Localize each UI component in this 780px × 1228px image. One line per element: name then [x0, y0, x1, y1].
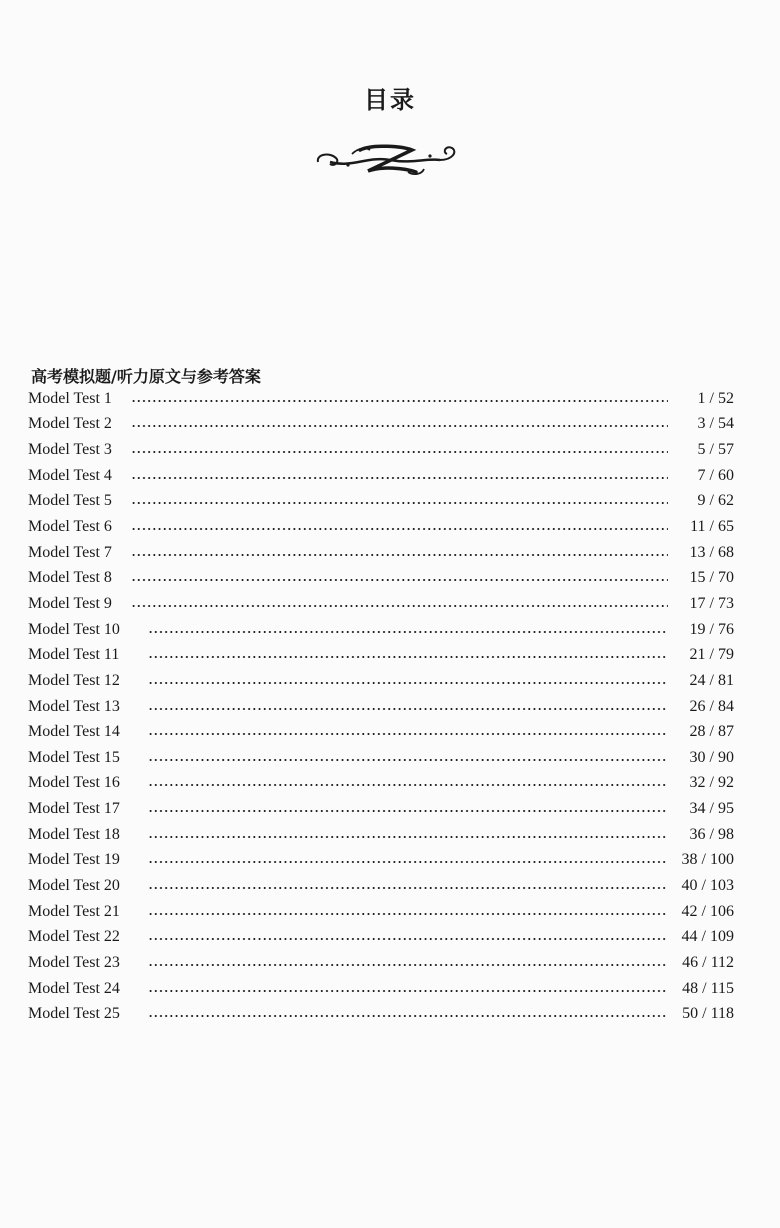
- toc-entry-label: Model Test 22: [28, 928, 120, 946]
- toc-entry-label: Model Test 20: [28, 876, 120, 894]
- toc-entry[interactable]: [28, 1001, 734, 1027]
- toc-entry-label: Model Test 14: [28, 723, 120, 741]
- toc-entry[interactable]: [28, 848, 734, 874]
- dot-leader: [148, 938, 668, 940]
- page-title: 目录: [364, 86, 416, 114]
- toc-entry[interactable]: [28, 873, 734, 899]
- toc-entry[interactable]: [28, 796, 734, 822]
- dot-leader: [131, 605, 668, 607]
- toc-entry-label: Model Test 21: [28, 902, 120, 920]
- toc-entry[interactable]: [28, 976, 734, 1002]
- toc-entry-pages: 5 / 57: [697, 441, 734, 459]
- dot-leader: [148, 733, 668, 735]
- toc-entry[interactable]: [28, 540, 734, 566]
- toc-entry-pages: 36 / 98: [689, 825, 734, 843]
- toc-entry[interactable]: [28, 617, 734, 643]
- section-heading: 高考模拟题/听力原文与参考答案: [31, 367, 261, 386]
- toc-entry-pages: 21 / 79: [689, 646, 734, 664]
- toc-entry-label: Model Test 7: [28, 543, 112, 561]
- toc-entry-pages: 32 / 92: [689, 774, 734, 792]
- toc-entry-label: Model Test 4: [28, 466, 112, 484]
- dot-leader: [131, 579, 668, 581]
- toc-entry-pages: 26 / 84: [689, 697, 734, 715]
- toc-entry[interactable]: [28, 694, 734, 720]
- toc-entry-pages: 42 / 106: [681, 902, 734, 920]
- dot-leader: [148, 810, 668, 812]
- toc-entry-pages: 46 / 112: [682, 953, 734, 971]
- toc-entry-pages: 34 / 95: [689, 800, 734, 818]
- dot-leader: [148, 913, 668, 915]
- toc-entry-label: Model Test 1: [28, 389, 112, 407]
- toc-entry-label: Model Test 11: [28, 646, 120, 664]
- toc-entry-label: Model Test 15: [28, 748, 120, 766]
- toc-entry-pages: 30 / 90: [689, 748, 734, 766]
- dot-leader: [148, 990, 668, 992]
- toc-entry[interactable]: [28, 642, 734, 668]
- toc-entry-pages: 40 / 103: [681, 876, 734, 894]
- toc-entry-label: Model Test 17: [28, 800, 120, 818]
- toc-entry-label: Model Test 8: [28, 569, 112, 587]
- dot-leader: [131, 554, 668, 556]
- dot-leader: [131, 528, 668, 530]
- dot-leader: [148, 1015, 668, 1017]
- dot-leader: [131, 400, 668, 402]
- toc-entry[interactable]: [28, 386, 734, 412]
- toc-entry[interactable]: [28, 591, 734, 617]
- dot-leader: [148, 964, 668, 966]
- toc-entry-label: Model Test 16: [28, 774, 120, 792]
- dot-leader: [148, 836, 668, 838]
- dot-leader: [131, 502, 668, 504]
- toc-entry[interactable]: [28, 771, 734, 797]
- toc-entry-pages: 7 / 60: [697, 466, 734, 484]
- dot-leader: [131, 477, 668, 479]
- toc-entry-label: Model Test 25: [28, 1005, 120, 1023]
- toc-entry-pages: 24 / 81: [689, 671, 734, 689]
- toc-entry-pages: 11 / 65: [690, 518, 734, 536]
- dot-leader: [148, 759, 668, 761]
- dot-leader: [148, 682, 668, 684]
- toc-entry[interactable]: [28, 719, 734, 745]
- toc-entry[interactable]: [28, 822, 734, 848]
- toc-entry[interactable]: [28, 745, 734, 771]
- toc-entry-label: Model Test 10: [28, 620, 120, 638]
- dot-leader: [148, 656, 668, 658]
- toc-entry-pages: 17 / 73: [689, 594, 734, 612]
- toc-entry[interactable]: [28, 565, 734, 591]
- dot-leader: [131, 451, 668, 453]
- toc-entry[interactable]: [28, 924, 734, 950]
- toc-entry-pages: 19 / 76: [689, 620, 734, 638]
- toc-entry[interactable]: [28, 514, 734, 540]
- decorative-flourish-icon: [312, 138, 462, 182]
- toc-entry[interactable]: [28, 412, 734, 438]
- toc-entry-pages: 13 / 68: [689, 543, 734, 561]
- dot-leader: [148, 708, 668, 710]
- toc-entry-pages: 9 / 62: [697, 492, 734, 510]
- toc-entry-label: Model Test 2: [28, 415, 112, 433]
- toc-entry-pages: 48 / 115: [682, 979, 734, 997]
- toc-entry-label: Model Test 12: [28, 671, 120, 689]
- dot-leader: [131, 425, 668, 427]
- dot-leader: [148, 887, 668, 889]
- toc-entry-pages: 15 / 70: [689, 569, 734, 587]
- toc-entry[interactable]: [28, 437, 734, 463]
- toc-entry-pages: 38 / 100: [681, 851, 734, 869]
- toc-entry[interactable]: [28, 950, 734, 976]
- toc-entry-pages: 44 / 109: [681, 928, 734, 946]
- dot-leader: [148, 861, 668, 863]
- toc-entry[interactable]: [28, 668, 734, 694]
- toc-entry-pages: 28 / 87: [689, 723, 734, 741]
- toc-entry-label: Model Test 3: [28, 441, 112, 459]
- toc-entry-label: Model Test 24: [28, 979, 120, 997]
- toc-entry[interactable]: [28, 899, 734, 925]
- toc-entry-label: Model Test 5: [28, 492, 112, 510]
- toc-entry-pages: 3 / 54: [697, 415, 734, 433]
- toc-entry[interactable]: [28, 463, 734, 489]
- toc-entry[interactable]: [28, 489, 734, 515]
- toc-entry-pages: 1 / 52: [697, 389, 734, 407]
- dot-leader: [148, 784, 668, 786]
- toc-entry-label: Model Test 19: [28, 851, 120, 869]
- toc-entry-label: Model Test 6: [28, 518, 112, 536]
- toc-entry-label: Model Test 13: [28, 697, 120, 715]
- table-of-contents: [28, 386, 734, 1027]
- toc-entry-label: Model Test 18: [28, 825, 120, 843]
- dot-leader: [148, 631, 668, 633]
- toc-entry-label: Model Test 9: [28, 594, 112, 612]
- toc-entry-label: Model Test 23: [28, 953, 120, 971]
- toc-entry-pages: 50 / 118: [682, 1005, 734, 1023]
